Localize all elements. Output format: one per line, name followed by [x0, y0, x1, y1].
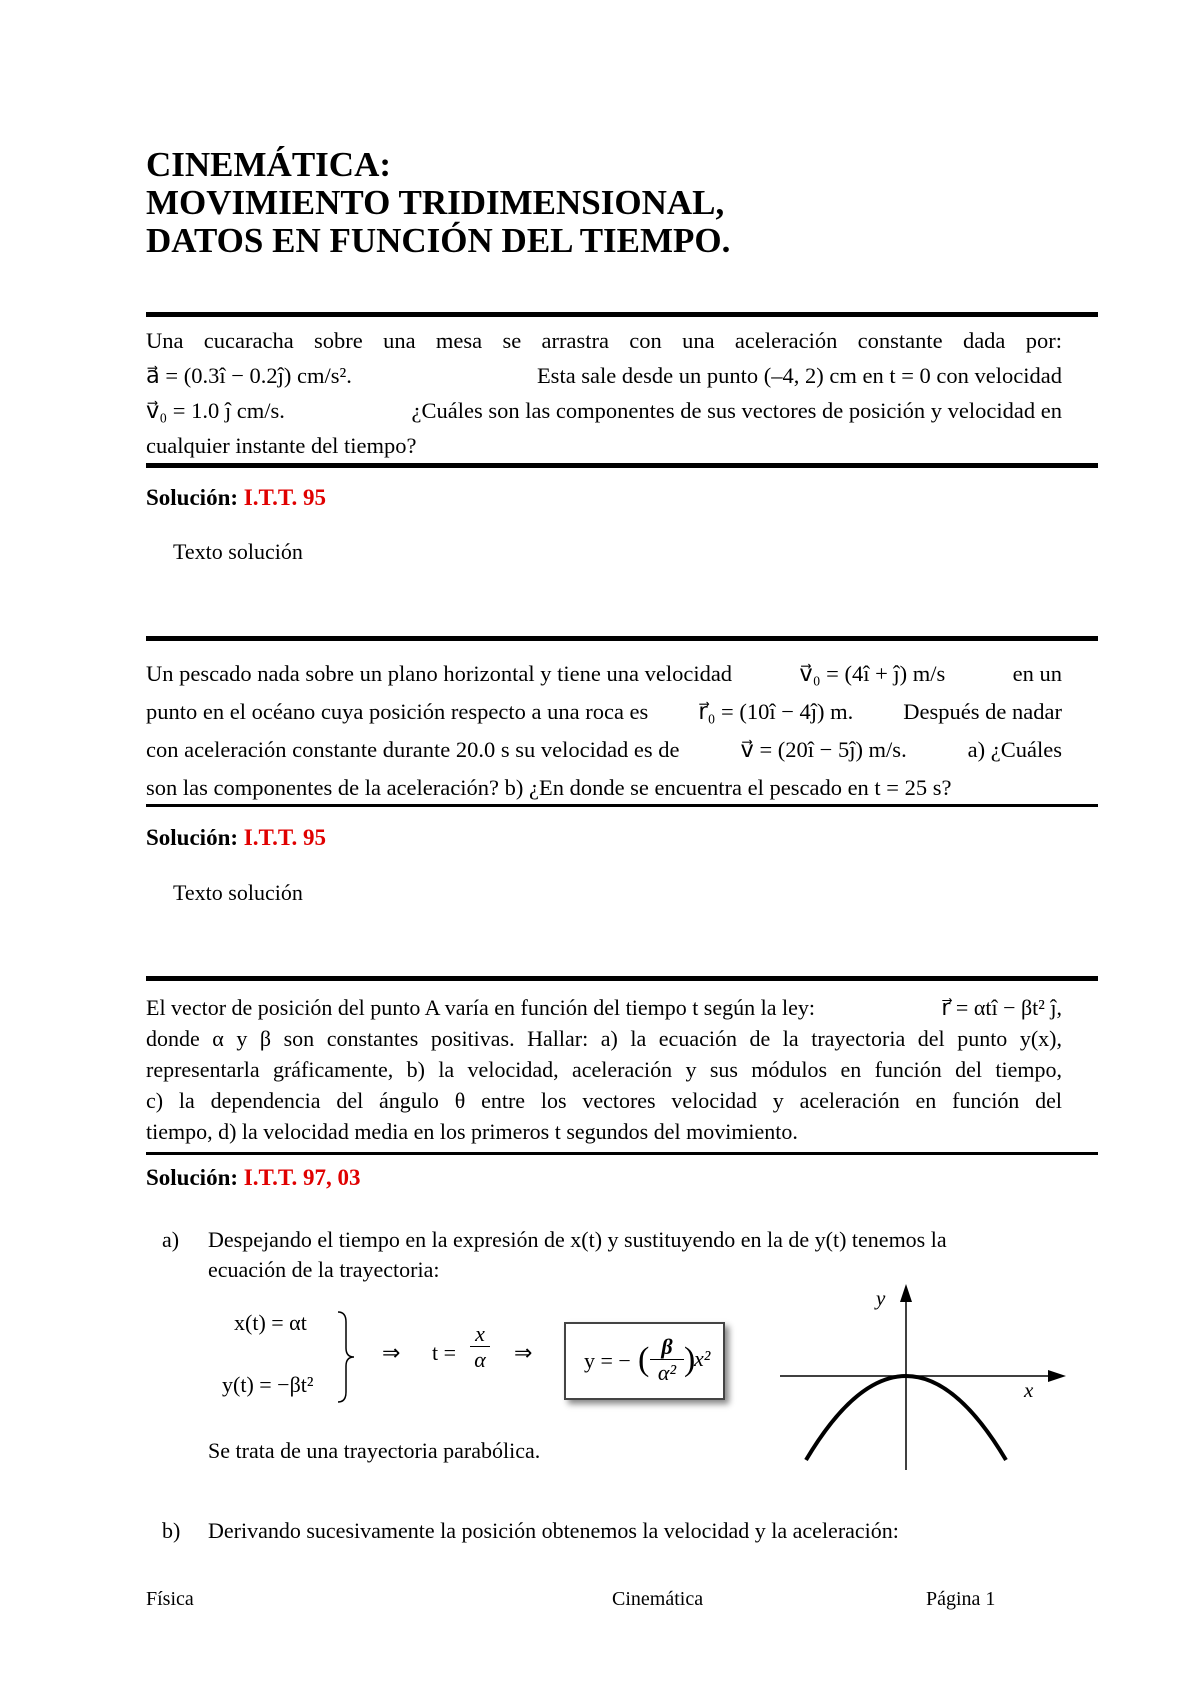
problem-2-line: son las componentes de la aceleración? b) ¿En donde se encuentra el pescado en t = 25 s? — [146, 775, 952, 800]
y-axis-arrow-icon — [900, 1284, 912, 1302]
divider — [146, 312, 1098, 317]
problem-2-line — [146, 655, 1062, 693]
title-line-3: DATOS EN FUNCIÓN DEL TIEMPO. — [146, 221, 731, 260]
title-line-1: CINEMÁTICA: — [146, 145, 391, 184]
divider — [146, 804, 1098, 807]
solution-header — [146, 485, 326, 511]
eq-y: y(t) = −βt² — [222, 1372, 314, 1397]
solution-label: Solución: — [146, 485, 239, 510]
trajectory-equation-box — [564, 1322, 725, 1400]
footer-center: Cinemática — [612, 1588, 704, 1610]
solution-text: Texto solución — [173, 539, 303, 564]
traj-rhs: x² — [694, 1346, 711, 1371]
problem-3-line: c) la dependencia del ángulo θ entre los vectores velocidad y aceleración en función del — [146, 1088, 1062, 1113]
eq-t-denominator: α — [474, 1347, 486, 1372]
implies-icon: ⇒ — [514, 1340, 533, 1365]
problem-3-text: El vector de posición del punto A varía en función del tiempo t según la ley: — [146, 995, 816, 1020]
eq-t-numerator: x — [470, 1322, 490, 1347]
eq-x: x(t) = αt — [234, 1310, 307, 1335]
problem-3-line: donde α y β son constantes positivas. Hallar: a) la ecuación de la trayectoria del punto y(x), — [146, 1026, 1062, 1051]
problem-1-text: ¿Cuáles son las componentes de sus vectores de posición y velocidad en — [411, 398, 1062, 423]
problem-2-text: punto en el océano cuya posición respecto a una roca es — [146, 699, 649, 724]
implies-icon: ⇒ — [382, 1340, 401, 1365]
problem-1-line: cualquier instante del tiempo? — [146, 433, 417, 458]
solution-item-a — [162, 1225, 947, 1255]
item-label: b) — [162, 1518, 181, 1543]
divider — [146, 1152, 1098, 1155]
problem-1-text: Esta sale desde un punto (–4, 2) cm en t = 0 con velocidad — [536, 363, 1062, 388]
problem-2-line — [146, 731, 1062, 769]
parabola-graph — [780, 1280, 1070, 1470]
problem-2-text: en un — [1012, 661, 1062, 686]
paren-right-icon: ) — [684, 1341, 696, 1378]
item-label: a) — [162, 1227, 180, 1252]
solution-label: Solución: — [146, 1165, 239, 1190]
divider — [146, 976, 1098, 981]
problem-1-line — [146, 358, 1062, 393]
traj-numerator: β — [650, 1334, 684, 1360]
problem-2-line — [146, 693, 1062, 731]
paren-left-icon: ( — [638, 1341, 650, 1378]
eq-t-fraction — [470, 1322, 490, 1373]
solution-ref: I.T.T. 97, 03 — [243, 1165, 361, 1190]
position-equation: r⃗₀ = (10î − 4ĵ) m. — [698, 699, 854, 724]
problem-3-line — [146, 992, 1062, 1023]
problem-1-line — [146, 393, 1062, 428]
traj-fraction — [650, 1334, 684, 1386]
footer-page-number: Página 1 — [926, 1588, 996, 1610]
problem-2-text: a) ¿Cuáles — [967, 737, 1062, 762]
velocity-equation: v⃗₀ = (4î + ĵ) m/s — [799, 661, 946, 686]
item-text: Despejando el tiempo en la expresión de x(t) y sustituyendo en la de y(t) tenemos la — [208, 1227, 947, 1252]
solution-label: Solución: — [146, 825, 239, 850]
note-text: Se trata de una trayectoria parabólica. — [208, 1438, 541, 1463]
solution-header — [146, 1165, 361, 1191]
accel-equation: a⃗ = (0.3î − 0.2ĵ) cm/s². — [146, 363, 352, 388]
problem-1 — [146, 323, 1062, 463]
problem-2 — [146, 655, 1062, 807]
y-axis-label: y — [876, 1286, 886, 1310]
x-axis-label: x — [1024, 1378, 1034, 1402]
page-title — [146, 146, 730, 260]
x-axis-arrow-icon — [1048, 1370, 1066, 1382]
brace-icon — [336, 1310, 356, 1404]
divider — [146, 636, 1098, 641]
item-text: Derivando sucesivamente la posición obtenemos la velocidad y la aceleración: — [208, 1518, 899, 1543]
velocity-equation: v⃗₀ = 1.0 ĵ cm/s. — [146, 398, 285, 423]
solution-header — [146, 825, 326, 851]
problem-1-line: Una cucaracha sobre una mesa se arrastra con una aceleración constante dada por: — [146, 328, 1062, 353]
problem-3-line: tiempo, d) la velocidad media en los primeros t segundos del movimiento. — [146, 1119, 798, 1144]
item-text: ecuación de la trayectoria: — [208, 1257, 440, 1282]
footer-left: Física — [146, 1588, 194, 1610]
problem-3-line: representarla gráficamente, b) la velocidad, aceleración y sus módulos en función del tiempo, — [146, 1057, 1062, 1082]
problem-2-text: con aceleración constante durante 20.0 s su velocidad es de — [146, 737, 680, 762]
solution-item-b — [162, 1516, 899, 1546]
title-line-2: MOVIMIENTO TRIDIMENSIONAL, — [146, 183, 725, 222]
problem-2-text: Un pescado nada sobre un plano horizontal y tiene una velocidad — [146, 661, 733, 686]
solution-ref: I.T.T. 95 — [243, 485, 326, 510]
traj-lhs: y = − — [584, 1348, 631, 1373]
solution-text: Texto solución — [173, 880, 303, 905]
traj-denominator: α² — [657, 1360, 677, 1385]
problem-2-text: Después de nadar — [903, 699, 1062, 724]
eq-t-lhs: t = — [432, 1340, 457, 1365]
problem-3 — [146, 992, 1062, 1147]
divider — [146, 463, 1098, 468]
solution-ref: I.T.T. 95 — [243, 825, 326, 850]
velocity-equation: v⃗ = (20î − 5ĵ) m/s. — [740, 737, 907, 762]
position-law: r⃗ = αtî − βt² ĵ, — [941, 995, 1062, 1020]
